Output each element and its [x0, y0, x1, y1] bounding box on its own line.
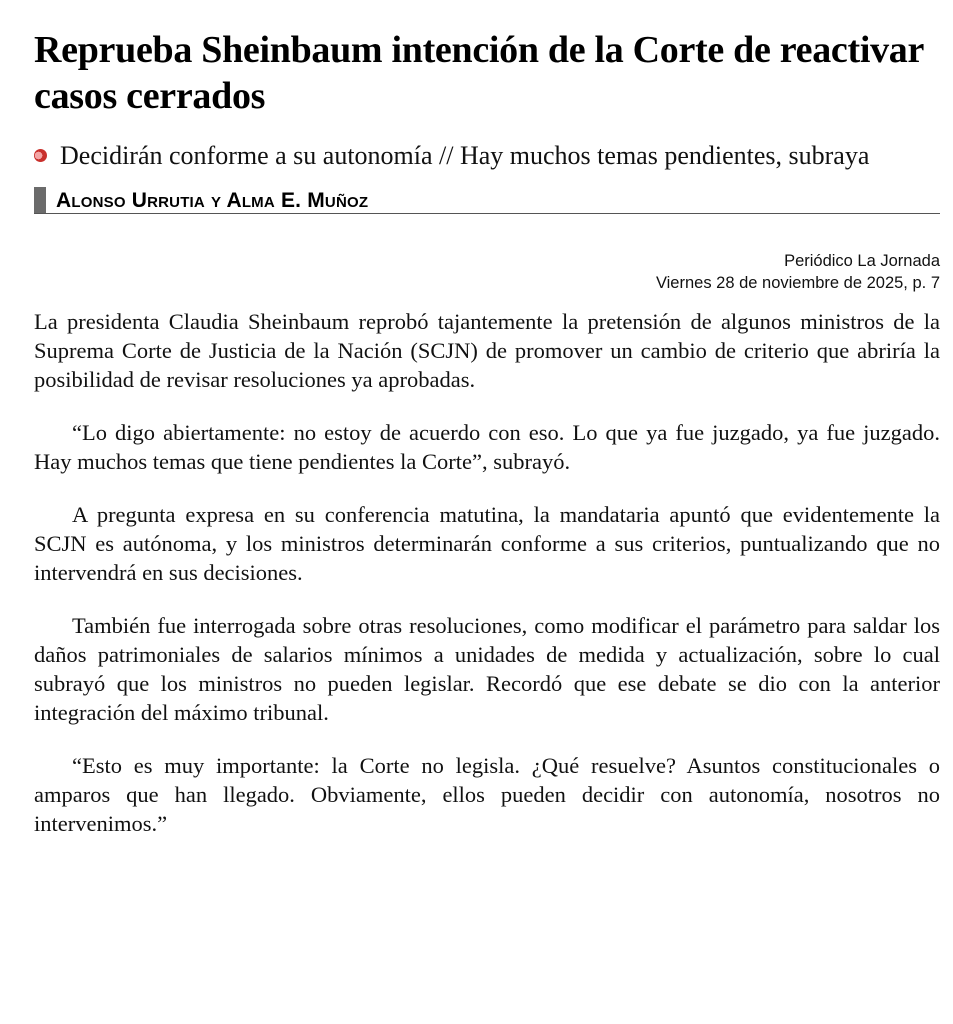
- paragraph: “Esto es muy importante: la Corte no legisla. ¿Qué resuelve? Asuntos constitucionales o amparos que han llegado. Obviamente, ellos pueden decidir con autonomía, nosotros no intervenimos.”: [34, 753, 940, 836]
- publication-name: Periódico La Jornada: [784, 252, 940, 270]
- paragraph: También fue interrogada sobre otras resoluciones, como modificar el parámetro para saldar los daños patrimoniales de salarios mínimos a unidades de medida y actualización, sobre lo cual subrayó que los ministros no pueden legislar. Recordó que ese debate se dio con la anterior integración del máximo tribunal.: [34, 613, 940, 725]
- source-info: [34, 250, 940, 294]
- paragraph: La presidenta Claudia Sheinbaum reprobó tajantemente la pretensión de algunos ministros de la Suprema Corte de Justicia de la Nación (SCJN) de promover un cambio de criterio que abriría la posibilidad de revisar resoluciones ya aprobadas.: [34, 309, 940, 392]
- byline-bar-decoration: [34, 187, 46, 213]
- byline-authors: Alonso Urrutia y Alma E. Muñoz: [56, 189, 369, 212]
- headline: Reprueba Sheinbaum intención de la Corte de reactivar casos cerrados: [34, 29, 924, 117]
- publication-date-page: Viernes 28 de noviembre de 2025, p. 7: [655, 274, 940, 292]
- article-body: [34, 307, 940, 838]
- red-bullet-icon: [34, 149, 47, 162]
- paragraph: “Lo digo abiertamente: no estoy de acuerdo con eso. Lo que ya fue juzgado, ya fue juzgado. Hay muchos temas que tiene pendientes la Corte”, subrayó.: [34, 420, 940, 474]
- byline: [34, 186, 940, 214]
- article: [34, 0, 940, 862]
- subheadline: [34, 139, 940, 172]
- subheadline-text: Decidirán conforme a su autonomía // Hay muchos temas pendientes, subraya: [60, 141, 870, 170]
- paragraph: A pregunta expresa en su conferencia matutina, la mandataria apuntó que evidentemente la SCJN es autónoma, y los ministros determinarán conforme a sus criterios, puntualizando que no intervendrá en sus decisiones.: [34, 502, 940, 585]
